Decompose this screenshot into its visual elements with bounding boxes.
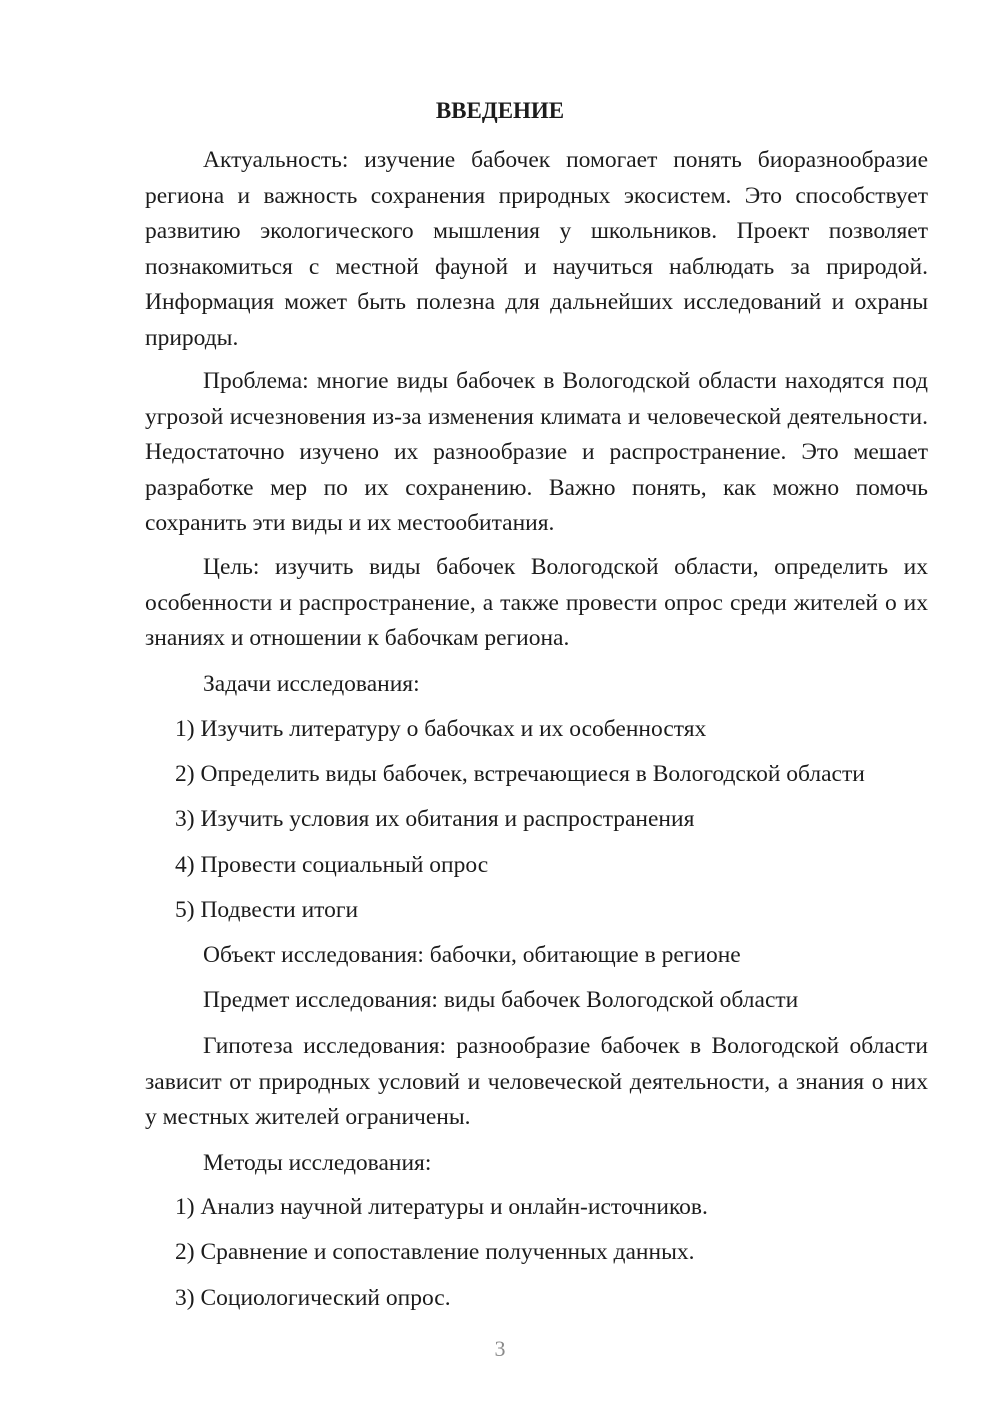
subject-line: Предмет исследования: виды бабочек Вологодской области bbox=[203, 987, 799, 1013]
page-number: 3 bbox=[494, 1336, 506, 1361]
relevance-paragraph: Актуальность: изучение бабочек помогает понять биоразнообразие региона и важность сохранения природных экосистем. Это способствует развитию экологического мышления у школьников. Проект позволяет познакомиться с местной фауной и научиться наблюдать за природой. Информация может быть полезна для дальнейших исследований и охраны природы. bbox=[145, 147, 928, 351]
page-title: ВВЕДЕНИЕ bbox=[435, 98, 565, 123]
task-item: 2) Определить виды бабочек, встречающиеся в Вологодской области bbox=[175, 761, 865, 787]
task-item: 5) Подвести итоги bbox=[175, 897, 359, 923]
task-item: 4) Провести социальный опрос bbox=[175, 852, 489, 878]
method-item: 3) Социологический опрос. bbox=[175, 1285, 451, 1311]
goal-paragraph: Цель: изучить виды бабочек Вологодской области, определить их особенности и распространение, а также провести опрос среди жителей о их знаниях и отношении к бабочкам региона. bbox=[145, 554, 928, 651]
problem-paragraph: Проблема: многие виды бабочек в Вологодской области находятся под угрозой исчезновения из-за изменения климата и человеческой деятельности. Недостаточно изучено их разнообразие и распространение. Это мешает разработке мер по их сохранению. Важно понять, как можно помочь сохранить эти виды и их местообитания. bbox=[145, 368, 928, 536]
hypothesis-paragraph: Гипотеза исследования: разнообразие бабочек в Вологодской области зависит от природных условий и человеческой деятельности, а знания о них у местных жителей ограничены. bbox=[145, 1033, 928, 1130]
methods-heading: Методы исследования: bbox=[203, 1150, 432, 1176]
tasks-heading: Задачи исследования: bbox=[203, 671, 420, 697]
method-item: 2) Сравнение и сопоставление полученных данных. bbox=[175, 1239, 695, 1265]
task-item: 1) Изучить литературу о бабочках и их особенностях bbox=[175, 716, 707, 742]
method-item: 1) Анализ научной литературы и онлайн-источников. bbox=[175, 1194, 708, 1220]
task-item: 3) Изучить условия их обитания и распространения bbox=[175, 806, 695, 832]
object-line: Объект исследования: бабочки, обитающие в регионе bbox=[203, 942, 741, 968]
